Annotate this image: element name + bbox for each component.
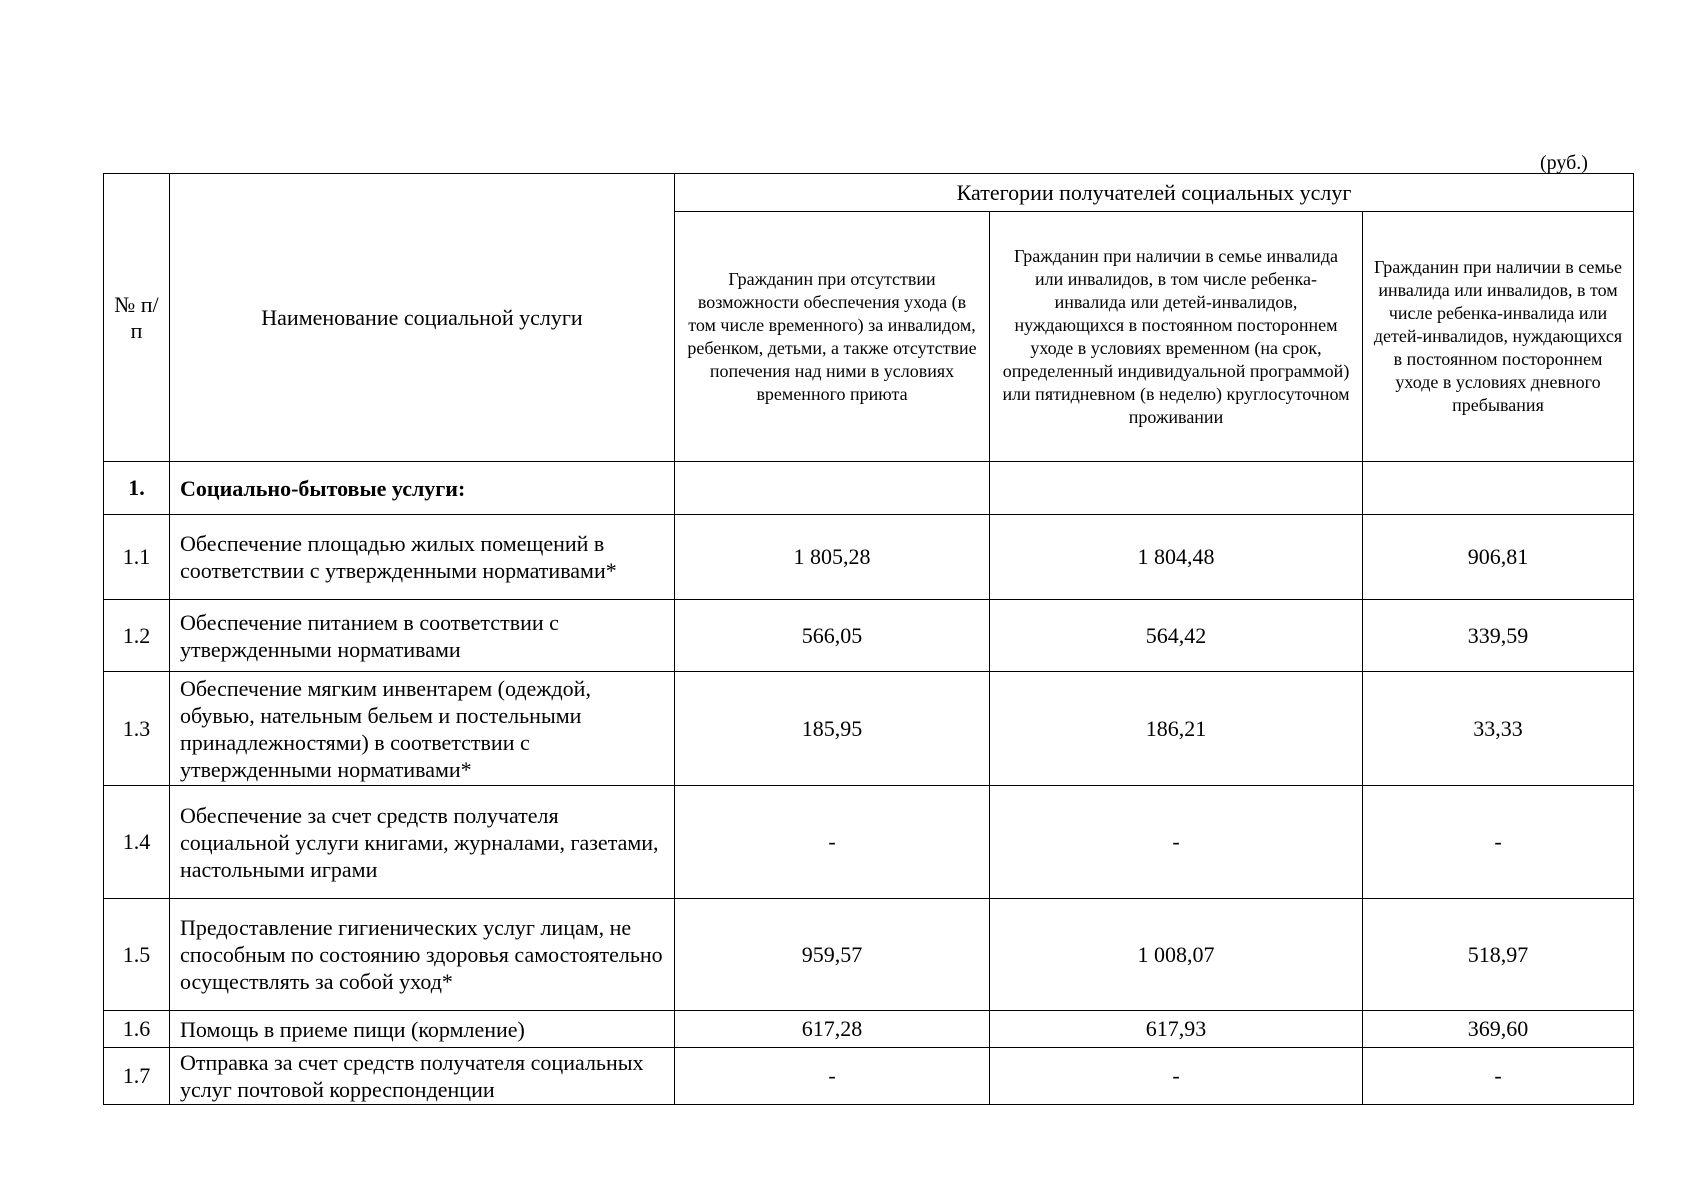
table-row <box>104 899 1634 1011</box>
row-value-c: 518,97 <box>1363 899 1634 1011</box>
table-row <box>104 786 1634 899</box>
row-number: 1.4 <box>104 786 170 899</box>
row-value-c: - <box>1363 786 1634 899</box>
row-value-a: 566,05 <box>675 600 990 672</box>
section-empty-b <box>990 462 1363 515</box>
table-row <box>104 1011 1634 1048</box>
row-value-a: 959,57 <box>675 899 990 1011</box>
row-number: 1.5 <box>104 899 170 1011</box>
header-category-b: Гражданин при наличии в семье инвалида или инвалидов, в том числе ребенка-инвалида или детей-инвалидов, нуждающихся в постоянном постороннем уходе в условиях временном (на срок, определенный индивидуальной программой) или пятидневном (в неделю) круглосуточном проживании <box>990 212 1363 462</box>
row-number: 1.3 <box>104 672 170 786</box>
row-value-b: 617,93 <box>990 1011 1363 1048</box>
row-service-name: Обеспечение за счет средств получателя социальной услуги книгами, журналами, газетами, настольными играми <box>170 786 675 899</box>
section-number: 1. <box>104 462 170 515</box>
table-row <box>104 1048 1634 1105</box>
row-value-a: 1 805,28 <box>675 515 990 600</box>
row-value-c: 369,60 <box>1363 1011 1634 1048</box>
row-value-b: 564,42 <box>990 600 1363 672</box>
row-number: 1.1 <box>104 515 170 600</box>
row-value-b: - <box>990 786 1363 899</box>
tariff-table <box>103 173 1634 1105</box>
row-value-a: 617,28 <box>675 1011 990 1048</box>
row-number: 1.6 <box>104 1011 170 1048</box>
header-categories-title: Категории получателей социальных услуг <box>675 174 1634 212</box>
row-number: 1.7 <box>104 1048 170 1105</box>
row-service-name: Обеспечение площадью жилых помещений в соответствии с утвержденными нормативами* <box>170 515 675 600</box>
row-value-c: - <box>1363 1048 1634 1105</box>
row-service-name: Предоставление гигиенических услуг лицам, не способным по состоянию здоровья самостоятельно осуществлять за собой уход* <box>170 899 675 1011</box>
row-value-a: 185,95 <box>675 672 990 786</box>
row-value-a: - <box>675 786 990 899</box>
header-category-c: Гражданин при наличии в семье инвалида или инвалидов, в том числе ребенка-инвалида или детей-инвалидов, нуждающихся в постоянном постороннем уходе в условиях дневного пребывания <box>1363 212 1634 462</box>
row-value-c: 33,33 <box>1363 672 1634 786</box>
row-service-name: Обеспечение мягким инвентарем (одеждой, обувью, нательным бельем и постельными принадлежностями) в соответствии с утвержденными нормативами* <box>170 672 675 786</box>
row-value-c: 906,81 <box>1363 515 1634 600</box>
row-value-b: - <box>990 1048 1363 1105</box>
header-row-top <box>104 174 1634 212</box>
row-service-name: Отправка за счет средств получателя социальных услуг почтовой корреспонденции <box>170 1048 675 1105</box>
row-number: 1.2 <box>104 600 170 672</box>
row-value-c: 339,59 <box>1363 600 1634 672</box>
section-name: Социально-бытовые услуги: <box>170 462 675 515</box>
table-row <box>104 672 1634 786</box>
row-service-name: Помощь в приеме пищи (кормление) <box>170 1011 675 1048</box>
row-value-b: 1 804,48 <box>990 515 1363 600</box>
section-row <box>104 462 1634 515</box>
row-service-name: Обеспечение питанием в соответствии с утвержденными нормативами <box>170 600 675 672</box>
header-service-name: Наименование социальной услуги <box>170 174 675 462</box>
row-value-b: 186,21 <box>990 672 1363 786</box>
section-empty-a <box>675 462 990 515</box>
table-row <box>104 515 1634 600</box>
header-category-a: Гражданин при отсутствии возможности обеспечения ухода (в том числе временного) за инвалидом, ребенком, детьми, а также отсутствие попечения над ними в условиях временного приюта <box>675 212 990 462</box>
currency-unit-note: (руб.) <box>1540 152 1588 174</box>
table-row <box>104 600 1634 672</box>
row-value-b: 1 008,07 <box>990 899 1363 1011</box>
header-number: № п/п <box>104 174 170 462</box>
row-value-a: - <box>675 1048 990 1105</box>
section-empty-c <box>1363 462 1634 515</box>
